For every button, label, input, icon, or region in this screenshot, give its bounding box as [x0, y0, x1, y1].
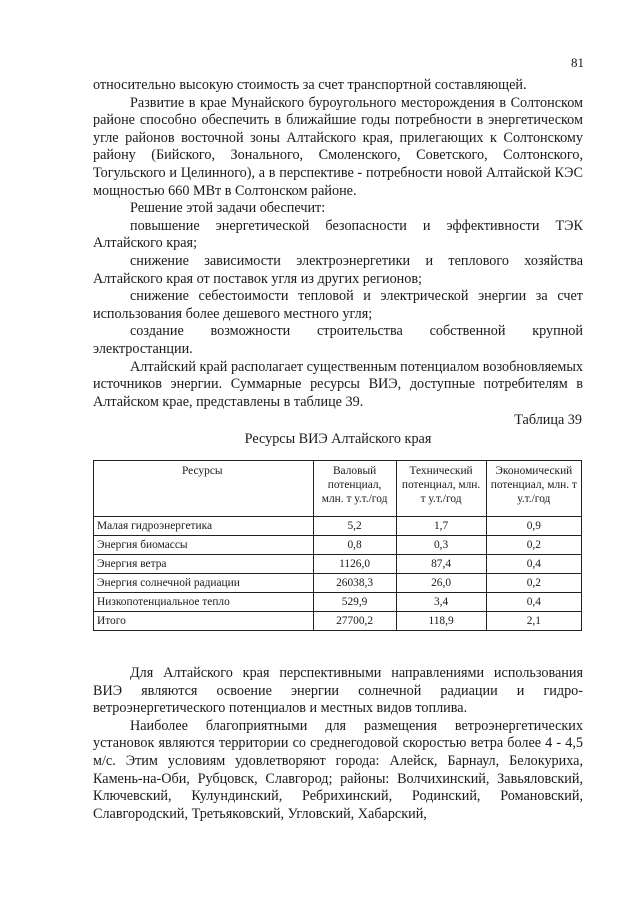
body-text-bottom: [93, 665, 583, 823]
table-header-row: [94, 461, 582, 517]
table-header-cell: Экономический потенциал, млн. т у.т./год: [486, 461, 581, 517]
body-text-top: [93, 77, 583, 411]
resource-name-cell: Энергия солнечной радиации: [94, 574, 314, 593]
paragraph: Алтайский край располагает существенным потенциалом возобновляемых источников энергии. Суммарные ресурсы ВИЭ, доступные потребителям в Алтайском крае, представлены в таблице 39.: [93, 358, 583, 410]
value-cell: 0,3: [396, 536, 486, 555]
value-cell: 87,4: [396, 555, 486, 574]
table-label: Таблица 39: [514, 412, 582, 428]
value-cell: 5,2: [313, 517, 396, 536]
value-cell: 0,2: [486, 536, 581, 555]
value-cell: 529,9: [313, 593, 396, 612]
value-cell: 0,4: [486, 593, 581, 612]
paragraph: снижение себестоимости тепловой и электрической энергии за счет использования более дешевого местного угля;: [93, 288, 583, 322]
table-row: [94, 517, 582, 536]
value-cell: 2,1: [486, 612, 581, 631]
value-cell: 0,2: [486, 574, 581, 593]
table-row: [94, 555, 582, 574]
value-cell: 0,9: [486, 517, 581, 536]
resource-name-cell: Энергия биомассы: [94, 536, 314, 555]
resource-name-cell: Малая гидроэнергетика: [94, 517, 314, 536]
paragraph: Развитие в крае Мунайского буроугольного месторождения в Солтонском районе способно обеспечить в ближайшие годы потребности в энергетическом угле районов восточной зоны Алтайского края, прилегающих к Солтонскому району (Бийского, Зонального, Смоленского, Советского, Солтонского, Тогульского и Целинного), а в перспективе - потребности новой Алтайской КЭС мощностью 660 МВт в Солтонском районе.: [93, 94, 583, 199]
resource-name-cell: Итого: [94, 612, 314, 631]
table-title: Ресурсы ВИЭ Алтайского края: [244, 431, 432, 447]
table-row: [94, 536, 582, 555]
table-header-cell: Валовый потенциал, млн. т у.т./год: [313, 461, 396, 517]
value-cell: 0,4: [486, 555, 581, 574]
value-cell: 1,7: [396, 517, 486, 536]
paragraph: Для Алтайского края перспективными направлениями использования ВИЭ являются освоение энергии солнечной радиации и гидро-ветроэнергетического потенциалов и местных видов топлива.: [93, 665, 583, 717]
value-cell: 0,8: [313, 536, 396, 555]
paragraph: повышение энергетической безопасности и эффективности ТЭК Алтайского края;: [93, 217, 583, 252]
table-header-cell: Ресурсы: [94, 461, 314, 517]
table-row: [94, 612, 582, 631]
value-cell: 26038,3: [313, 574, 396, 593]
paragraph: снижение зависимости электроэнергетики и теплового хозяйства Алтайского края от поставок угля из других регионов;: [93, 252, 583, 287]
page-number: 81: [571, 55, 584, 70]
paragraph: Решение этой задачи обеспечит:: [130, 200, 326, 217]
paragraph: относительно высокую стоимость за счет транспортной составляющей.: [93, 77, 527, 93]
table-row: [94, 593, 582, 612]
paragraph: Наиболее благоприятными для размещения ветроэнергетических установок являются территории со среднегодовой скоростью ветра более 4 - 4,5 м/с. Этим условиям удовлетворяют города: Алейск, Барнаул, Белокуриха, Камень-на-Оби, Рубцовск, Славгород; районы: Волчихинский, Завьяловский, Ключевский, Кулундинский, Ребрихинский, Родинский, Романовский, Славгородский, Третьяковский, Угловский, Хабарский,: [93, 717, 583, 822]
value-cell: 1126,0: [313, 555, 396, 574]
table-row: [94, 574, 582, 593]
value-cell: 3,4: [396, 593, 486, 612]
value-cell: 118,9: [396, 612, 486, 631]
value-cell: 26,0: [396, 574, 486, 593]
value-cell: 27700,2: [313, 612, 396, 631]
paragraph: создание возможности строительства собственной крупной электростанции.: [93, 323, 583, 357]
resource-name-cell: Низкопотенциальное тепло: [94, 593, 314, 612]
resource-name-cell: Энергия ветра: [94, 555, 314, 574]
table-header-cell: Технический потенциал, млн. т у.т./год: [396, 461, 486, 517]
table-body: [94, 517, 582, 631]
resources-table: [93, 460, 582, 631]
